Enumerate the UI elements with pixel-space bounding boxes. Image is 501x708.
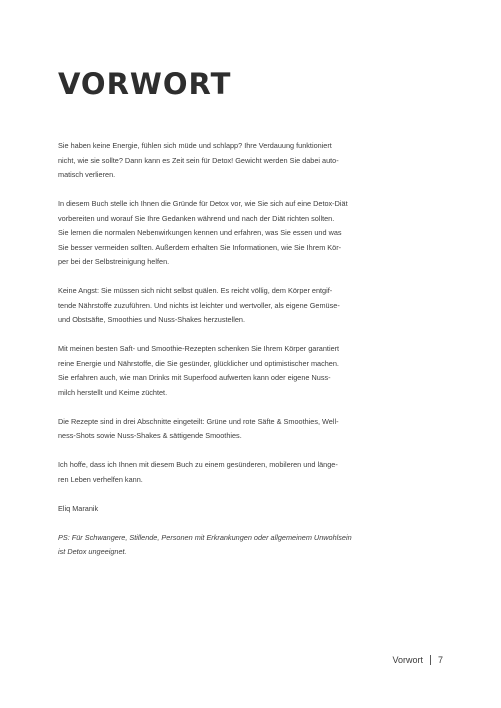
footer-section-name: Vorwort [392, 655, 423, 665]
ps-note: PS: Für Schwangere, Stillende, Personen mit Erkrankungen oder allgemeinem Unwohlsein ist Detox ungeeignet. [58, 532, 352, 556]
footer-divider [430, 655, 431, 665]
paragraph-2: In diesem Buch stelle ich Ihnen die Gründe für Detox vor, wie Sie sich auf eine Detox-Diät vorbereiten und worauf Sie Ihre Gedanken während und nach der Diät richten sollten. Sie lernen die normalen Nebenwirkungen kennen und erfahren, was Sie essen und was Sie besser vermeiden sollten. Außerdem erhalten Sie Informationen, wie Sie Ihrem Kör- per bei der Selbstreinigung helfen. [58, 199, 348, 266]
paragraph-5: Die Rezepte sind in drei Abschnitte eingeteilt: Grüne und rote Säfte & Smoothies, Well- ness-Shots sowie Nuss-Shakes & sättigende Smoothies. [58, 416, 339, 440]
paragraph-4: Mit meinen besten Saft- und Smoothie-Rezepten schenken Sie Ihrem Körper garantiert reine Energie und Nährstoffe, die Sie gesünder, glücklicher und optimistischer machen. Sie erfahren auch, wie man Drinks mit Superfood aufwerten kann oder eigene Nuss- milch herstellt und Keime züchtet. [58, 344, 340, 397]
paragraph-3: Keine Angst: Sie müssen sich nicht selbst quälen. Es reicht völlig, dem Körper entgif- tende Nährstoffe zuzuführen. Und nichts ist leichter und wertvoller, als eigene Gemüse- und Obstsäfte, Smoothies und Nuss-Shakes herzustellen. [58, 286, 340, 324]
page-footer [392, 655, 443, 665]
paragraph-6: Ich hoffe, dass ich Ihnen mit diesem Buch zu einem gesünderen, mobileren und länge- ren Leben verhelfen kann. [58, 460, 338, 484]
page-number: 7 [437, 655, 443, 665]
foreword-body [58, 139, 398, 560]
author-signature: Eliq Maranik [58, 503, 99, 513]
paragraph-1: Sie haben keine Energie, fühlen sich müde und schlapp? Ihre Verdauung funktioniert nicht, wie sie sollte? Dann kann es Zeit sein für Detox! Gewicht werden Sie dabei auto- matisch verlieren. [58, 141, 339, 179]
page-title: VORWORT [58, 67, 232, 101]
